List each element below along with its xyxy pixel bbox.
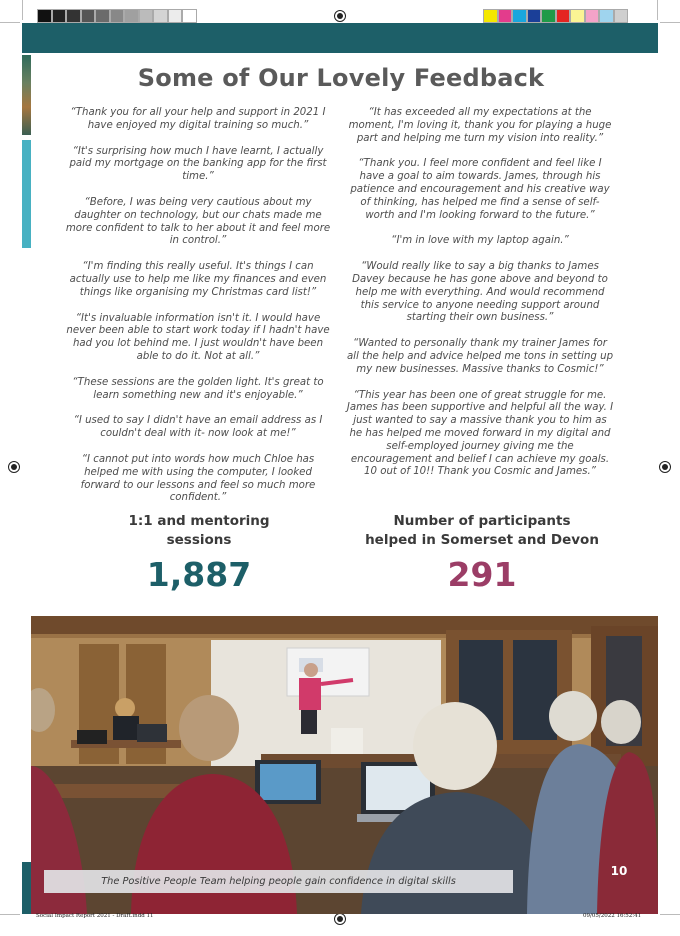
side-image-strip <box>22 55 31 135</box>
crop-mark <box>0 22 20 23</box>
print-slug-filename: Social Impact Report 2021 - Draft.indd 11 <box>36 913 154 919</box>
stat-label-line: 1:1 and mentoring <box>128 513 270 529</box>
feedback-quote: “Thank you for all your help and support in 2021 I have enjoyed my digital training so much.” <box>70 107 326 131</box>
print-slug-timestamp: 09/05/2022 16:52:41 <box>583 913 642 919</box>
stat-value-sessions: 1,887 <box>146 555 252 594</box>
photo-caption-box <box>44 870 513 893</box>
feedback-quote: “Before, I was being very cautious about my daughter on technology, but our chats made me more confident to talk to her about it and feel more in control.” <box>65 196 331 247</box>
footer-band-edge <box>22 862 31 914</box>
stat-value-participants: 291 <box>447 555 517 594</box>
feedback-quote: “It has exceeded all my expectations at the moment, I'm loving it, thank you for playing a huge part and helping me turn my vision into reality.” <box>348 107 612 144</box>
feedback-quote: “It's surprising how much I have learnt, I actually paid my mortgage on the banking app for the first time.” <box>69 145 327 183</box>
feedback-quote: “These sessions are the golden light. It's great to learn something new and it's enjoyable.” <box>72 376 324 401</box>
feedback-quote: “Wanted to personally thank my trainer James for all the help and advice helped me tons in setting up my new businesses. Massive thanks to Cosmic!” <box>346 338 614 375</box>
feedback-quote: “Thank you. I feel more confident and feel like I have a goal to aim towards. James, through his patience and encouragement and his creative way of thinking, has helped me find a sense of self-worth and I'm looking forward to the future.” <box>350 158 610 221</box>
crop-mark <box>0 914 20 915</box>
registration-mark-bottom <box>334 913 346 925</box>
stat-label-participants <box>355 512 609 550</box>
header-band-edge <box>22 23 31 53</box>
page-number: 10 <box>610 864 628 878</box>
feedback-quote: “I cannot put into words how much Chloe has helped me with using the computer, I looked forward to our lessons and feel so much more confident.” <box>80 453 316 504</box>
side-accent-bar <box>22 140 31 248</box>
feedback-quote: “I used to say I didn't have an email address as I couldn't deal with it- now look at me!” <box>73 415 323 440</box>
photo-caption: The Positive People Team helping people gain confidence in digital skills <box>101 876 456 887</box>
stat-label-line: helped in Somerset and Devon <box>365 532 599 548</box>
registration-mark-top <box>334 10 346 22</box>
stat-label-sessions <box>100 512 298 550</box>
feedback-quote: “I'm finding this really useful. It's things I can actually use to help me like my finances and even things like organising my Christmas card list!” <box>69 261 327 298</box>
page-title: Some of Our Lovely Feedback <box>137 64 545 92</box>
feedback-quote: “I'm in love with my laptop again.” <box>391 235 569 247</box>
feedback-quote: “Would really like to say a big thanks to James Davey because he has gone above and beyond to help me with everything. And would recommend this service to anyone needing support around starting their own business.” <box>352 261 608 324</box>
stat-label-line: sessions <box>166 532 232 548</box>
crop-mark <box>660 914 680 915</box>
color-calibration-strip <box>483 9 628 23</box>
crop-mark <box>657 0 658 20</box>
feedback-column-left <box>64 107 332 518</box>
feedback-quote: “This year has been one of great struggle for me. James has been supportive and helpful all the way. I just wanted to say a massive thank you to him as he has helped me moved forward in my digital and self-employed journey giving me the encouragement and belief I can achieve my goals. 10 out of 10!! Thank you Cosmic and James.” <box>346 389 614 478</box>
feedback-quote: “It's invaluable information isn't it. I would have never been able to start work today if I hadn't have had you lot behind me. I just wouldn't have been able to do it. Not at all.” <box>66 312 330 362</box>
stat-label-line: Number of participants <box>393 513 571 529</box>
crop-mark <box>660 22 680 23</box>
grayscale-calibration-strip <box>37 9 197 23</box>
feedback-column-right <box>346 107 614 492</box>
registration-mark-left <box>8 461 20 473</box>
registration-mark-right <box>659 461 671 473</box>
crop-mark <box>22 0 23 20</box>
header-band <box>31 23 658 53</box>
